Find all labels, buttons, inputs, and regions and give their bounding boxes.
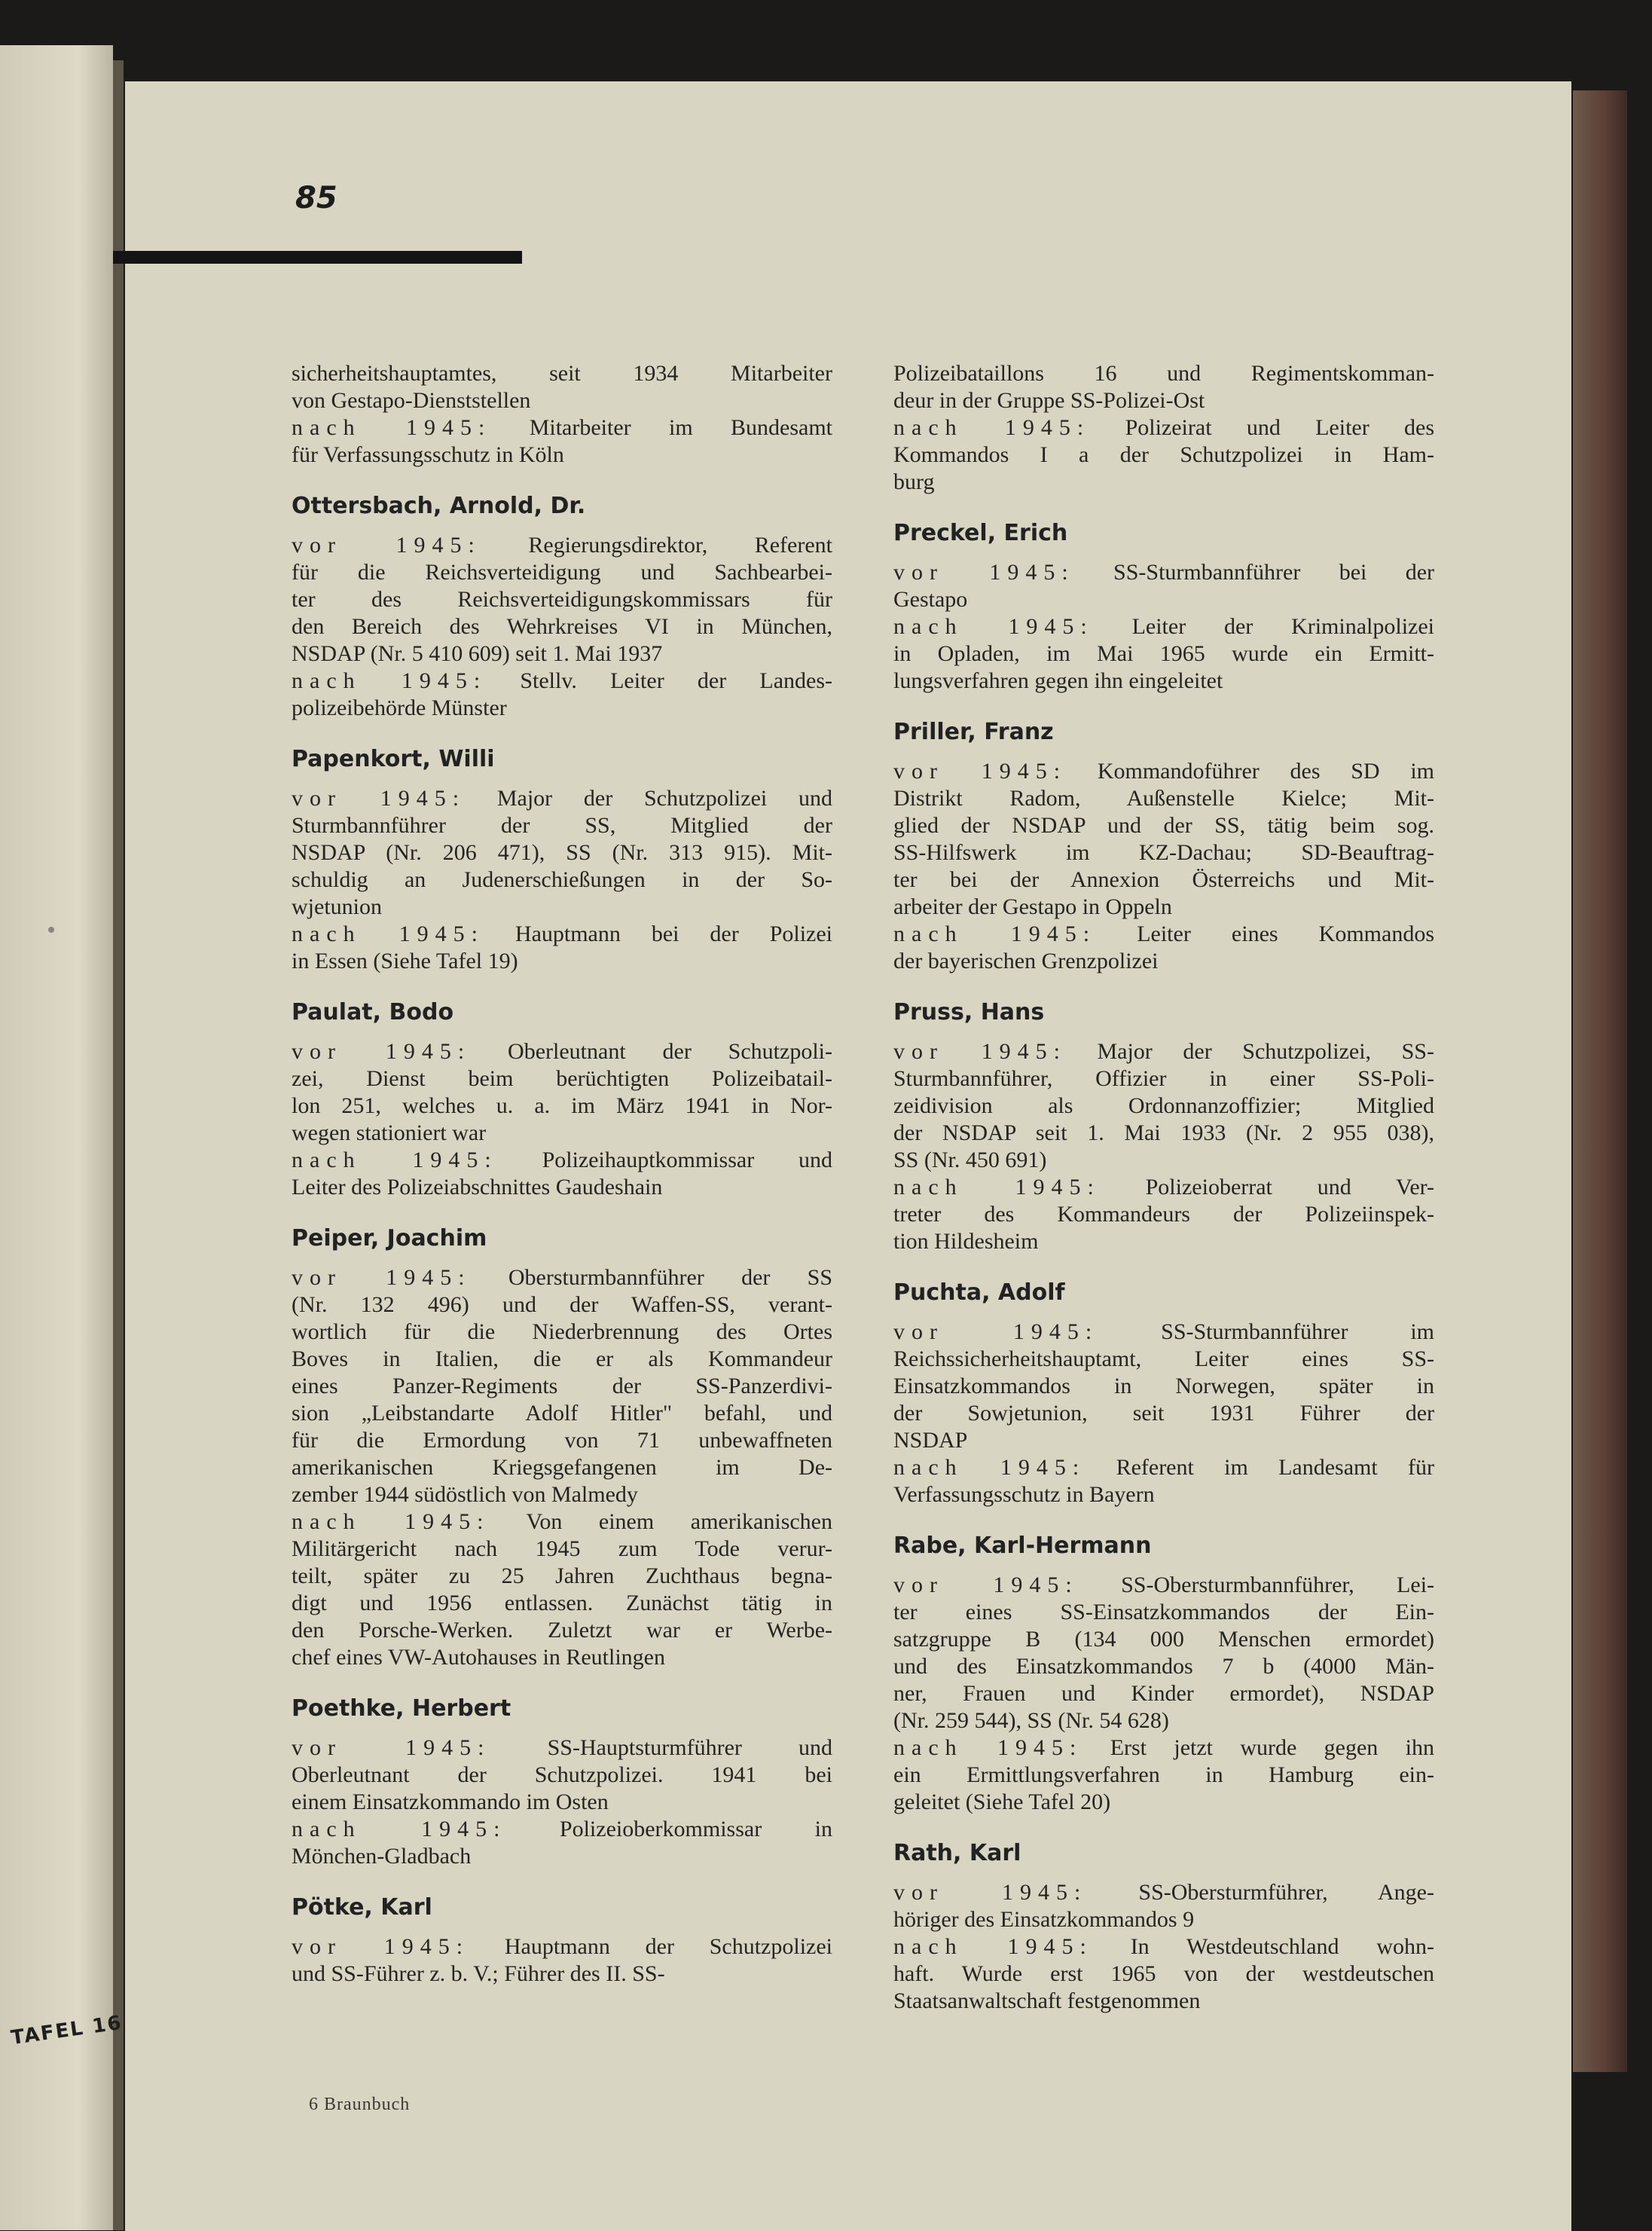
- period-label: nach 1945:: [893, 1934, 1093, 1959]
- period-label: vor 1945:: [893, 560, 1075, 585]
- text-line: sicherheitshauptamtes, seit 1934 Mitarbeiter: [292, 361, 832, 386]
- biography-entry: [893, 716, 1434, 975]
- text-line: chef eines VW-Autohauses in Reutlingen: [292, 1645, 665, 1670]
- text-line: teilt, später zu 25 Jahren Zuchthaus begna-: [292, 1563, 832, 1588]
- text-line: für Verfassungsschutz in Köln: [292, 442, 564, 467]
- right-column: [893, 360, 1434, 2015]
- text-line: Mönchen-Gladbach: [292, 1844, 472, 1869]
- text-line: [893, 1572, 1434, 1599]
- text-line: ner, Frauen und Kinder ermordet), NSDAP: [893, 1681, 1434, 1706]
- biography-entry: [893, 360, 1434, 496]
- line-text: SS-Sturmbannführer bei der: [1113, 560, 1434, 585]
- biography-entry: [893, 996, 1434, 1255]
- text-line: [292, 414, 832, 442]
- line-text: Kommandoführer des SD im: [1097, 759, 1434, 784]
- biography-entry: [292, 996, 832, 1201]
- line-text: SS-Hauptsturmführer und: [547, 1735, 832, 1760]
- margin-dot: [48, 927, 54, 933]
- text-line: Oberleutnant der Schutzpolizei. 1941 bei: [292, 1762, 832, 1787]
- line-text: Major der Schutzpolizei, SS-: [1097, 1039, 1434, 1064]
- text-line: NSDAP (Nr. 206 471), SS (Nr. 313 915). Mit-: [292, 840, 832, 865]
- text-line: der Sowjetunion, seit 1931 Führer der: [893, 1401, 1434, 1426]
- period-label: vor 1945:: [893, 1880, 1088, 1905]
- text-line: Reichssicherheitshauptamt, Leiter eines SS-: [893, 1346, 1434, 1371]
- period-label: vor 1945:: [292, 1735, 491, 1760]
- period-label: vor 1945:: [292, 1934, 470, 1959]
- text-line: Gestapo: [893, 587, 968, 612]
- entry-name: Pruss, Hans: [893, 999, 1045, 1025]
- text-line: Boves in Italien, die er als Kommandeur: [292, 1346, 832, 1371]
- text-line: arbeiter der Gestapo in Oppeln: [893, 894, 1172, 919]
- biography-entry: [292, 360, 832, 469]
- text-line: wortlich für die Niederbrennung des Ortes: [292, 1319, 832, 1344]
- text-line: (Nr. 132 496) und der Waffen-SS, verant-: [292, 1292, 832, 1317]
- period-label: vor 1945:: [292, 786, 466, 811]
- entry-name: Rabe, Karl-Hermann: [893, 1533, 1152, 1559]
- text-line: digt und 1956 entlassen. Zunächst tätig in: [292, 1591, 832, 1615]
- text-line: [893, 1319, 1434, 1346]
- period-label: vor 1945:: [893, 1039, 1067, 1064]
- line-text: SS-Obersturmführer, Ange-: [1138, 1880, 1434, 1905]
- text-line: SS (Nr. 450 691): [893, 1148, 1047, 1172]
- biography-entry: [893, 1530, 1434, 1816]
- text-line: zeidivision als Ordonnanzoffizier; Mitglied: [893, 1093, 1434, 1118]
- period-label: nach 1945:: [893, 1735, 1083, 1760]
- text-line: [893, 1038, 1434, 1065]
- entry-name: Ottersbach, Arnold, Dr.: [292, 493, 586, 519]
- text-line: [893, 414, 1434, 442]
- biography-entry: [893, 1276, 1434, 1508]
- line-text: SS-Obersturmbannführer, Lei-: [1121, 1572, 1434, 1597]
- text-line: [893, 559, 1434, 586]
- line-text: Polizeihauptkommissar und: [542, 1148, 832, 1172]
- period-label: nach 1945:: [292, 668, 487, 693]
- text-line: der bayerischen Grenzpolizei: [893, 949, 1159, 973]
- line-text: Hauptmann der Schutzpolizei: [504, 1934, 832, 1959]
- line-text: Polizeirat und Leiter des: [1125, 415, 1434, 440]
- text-line: [292, 1734, 832, 1762]
- period-label: vor 1945:: [292, 1265, 472, 1290]
- header-rule: [113, 251, 522, 264]
- line-text: Regierungsdirektor, Referent: [528, 533, 832, 558]
- text-line: [292, 1508, 832, 1536]
- entry-name: Priller, Franz: [893, 719, 1054, 745]
- text-line: den Bereich des Wehrkreises VI in München,: [292, 614, 832, 639]
- text-line: Sturmbannführer der SS, Mitglied der: [292, 813, 832, 838]
- text-line: ter des Reichsverteidigungskommissars für: [292, 587, 832, 612]
- left-column: [292, 360, 832, 1988]
- biography-entry: [292, 1692, 832, 1870]
- period-label: nach 1945:: [893, 1455, 1086, 1480]
- text-line: und SS-Führer z. b. V.; Führer des II. SS-: [292, 1961, 665, 1986]
- line-text: Mitarbeiter im Bundesamt: [529, 415, 832, 440]
- text-line: wjetunion: [292, 894, 382, 919]
- facing-page: [0, 45, 113, 2230]
- text-line: geleitet (Siehe Tafel 20): [893, 1789, 1111, 1814]
- period-label: nach 1945:: [893, 415, 1091, 440]
- biography-entry: [292, 1222, 832, 1671]
- line-text: Referent im Landesamt für: [1116, 1455, 1434, 1480]
- text-line: [292, 1816, 832, 1843]
- line-text: Stellv. Leiter der Landes-: [520, 668, 832, 693]
- line-text: Leiter eines Kommandos: [1137, 921, 1434, 946]
- line-text: Polizeioberkommissar in: [559, 1817, 832, 1841]
- text-line: [292, 1933, 832, 1961]
- text-line: Polizeibataillons 16 und Regimentskomman-: [893, 361, 1434, 386]
- text-line: höriger des Einsatzkommandos 9: [893, 1907, 1195, 1932]
- text-line: zember 1944 südöstlich von Malmedy: [292, 1482, 638, 1507]
- period-label: nach 1945:: [292, 1148, 498, 1172]
- text-line: den Porsche-Werken. Zuletzt war er Werbe-: [292, 1618, 832, 1643]
- text-line: polizeibehörde Münster: [292, 695, 507, 720]
- text-line: tion Hildesheim: [893, 1229, 1039, 1254]
- period-label: vor 1945:: [292, 533, 481, 558]
- period-label: nach 1945:: [292, 415, 492, 440]
- side-label: TAFEL 16: [9, 2011, 124, 2050]
- text-line: Distrikt Radom, Außenstelle Kielce; Mit-: [893, 786, 1434, 811]
- line-text: Hauptmann bei der Polizei: [515, 921, 832, 946]
- period-label: nach 1945:: [292, 1817, 507, 1841]
- period-label: vor 1945:: [893, 1572, 1079, 1597]
- entry-name: Papenkort, Willi: [292, 746, 495, 772]
- text-line: burg: [893, 469, 935, 494]
- text-line: amerikanischen Kriegsgefangenen im De-: [292, 1455, 832, 1480]
- text-line: ter eines SS-Einsatzkommandos der Ein-: [893, 1600, 1434, 1624]
- text-line: haft. Wurde erst 1965 von der westdeutschen: [893, 1961, 1434, 1986]
- text-line: deur in der Gruppe SS-Polizei-Ost: [893, 388, 1205, 413]
- period-label: vor 1945:: [893, 1319, 1099, 1344]
- book-gutter: [113, 60, 124, 2230]
- entry-name: Pötke, Karl: [292, 1894, 432, 1921]
- text-line: in Opladen, im Mai 1965 wurde ein Ermitt-: [893, 641, 1434, 666]
- line-text: Major der Schutzpolizei und: [496, 786, 832, 811]
- text-line: und des Einsatzkommandos 7 b (4000 Män-: [893, 1654, 1434, 1679]
- period-label: nach 1945:: [893, 1175, 1101, 1200]
- text-line: [893, 758, 1434, 785]
- text-line: satzgruppe B (134 000 Menschen ermordet): [893, 1627, 1434, 1652]
- text-line: in Essen (Siehe Tafel 19): [292, 949, 518, 973]
- text-line: glied der NSDAP und der SS, tätig beim sog.: [893, 813, 1434, 838]
- biography-entry: [292, 1891, 832, 1988]
- line-text: Obersturmbannführer der SS: [508, 1265, 832, 1290]
- biography-entry: [893, 517, 1434, 695]
- entry-name: Poethke, Herbert: [292, 1695, 511, 1722]
- page-number: 85: [295, 181, 337, 215]
- text-line: lon 251, welches u. a. im März 1941 in Nor-: [292, 1093, 832, 1118]
- text-line: wegen stationiert war: [292, 1120, 487, 1145]
- text-line: Staatsanwaltschaft festgenommen: [893, 1988, 1201, 2013]
- text-line: Militärgericht nach 1945 zum Tode verur-: [292, 1536, 832, 1561]
- period-label: vor 1945:: [292, 1039, 472, 1064]
- text-line: treter des Kommandeurs der Polizeiinspek-: [893, 1202, 1434, 1227]
- line-text: Von einem amerikanischen: [526, 1509, 832, 1534]
- text-line: zei, Dienst beim berüchtigten Polizeibatail-: [292, 1066, 832, 1091]
- text-line: [893, 1454, 1434, 1481]
- biography-entry: [292, 743, 832, 975]
- text-line: [292, 532, 832, 559]
- period-label: nach 1945:: [292, 921, 484, 946]
- text-line: eines Panzer-Regiments der SS-Panzerdivi-: [292, 1374, 832, 1398]
- text-line: [893, 921, 1434, 948]
- period-label: nach 1945:: [292, 1509, 490, 1534]
- text-line: [893, 1879, 1434, 1906]
- text-line: ein Ermittlungsverfahren in Hamburg ein-: [893, 1762, 1434, 1787]
- period-label: nach 1945:: [893, 921, 1097, 946]
- text-line: einem Einsatzkommando im Osten: [292, 1789, 609, 1814]
- text-line: [893, 1734, 1434, 1762]
- page-footer: 6 Braunbuch: [309, 2095, 411, 2114]
- text-line: SS-Hilfswerk im KZ-Dachau; SD-Beauftrag-: [893, 840, 1434, 865]
- text-line: [292, 1038, 832, 1065]
- text-line: von Gestapo-Dienststellen: [292, 388, 531, 413]
- text-line: [893, 1933, 1434, 1961]
- entry-name: Paulat, Bodo: [292, 999, 454, 1025]
- line-text: Erst jetzt wurde gegen ihn: [1110, 1735, 1434, 1760]
- text-line: Kommandos I a der Schutzpolizei in Ham-: [893, 442, 1434, 467]
- biography-entry: [292, 490, 832, 722]
- text-line: NSDAP (Nr. 5 410 609) seit 1. Mai 1937: [292, 641, 663, 666]
- period-label: vor 1945:: [893, 759, 1067, 784]
- line-text: Leiter der Kriminalpolizei: [1131, 614, 1434, 639]
- text-line: [292, 668, 832, 695]
- entry-name: Rath, Karl: [893, 1840, 1021, 1866]
- text-line: [292, 785, 832, 812]
- text-line: [893, 613, 1434, 640]
- page-edge: [1573, 90, 1627, 2072]
- text-line: [292, 1264, 832, 1291]
- text-line: ter bei der Annexion Österreichs und Mit-: [893, 867, 1434, 892]
- text-line: NSDAP: [893, 1428, 968, 1453]
- line-text: Oberleutnant der Schutzpoli-: [508, 1039, 832, 1064]
- text-line: für die Reichsverteidigung und Sachbearbei-: [292, 560, 832, 585]
- text-line: schuldig an Judenerschießungen in der So-: [292, 867, 832, 892]
- period-label: nach 1945:: [893, 614, 1094, 639]
- text-line: [292, 1147, 832, 1174]
- line-text: SS-Sturmbannführer im: [1161, 1319, 1434, 1344]
- entry-name: Preckel, Erich: [893, 520, 1068, 546]
- text-line: für die Ermordung von 71 unbewaffneten: [292, 1428, 832, 1453]
- entry-name: Puchta, Adolf: [893, 1279, 1065, 1306]
- text-line: lungsverfahren gegen ihn eingeleitet: [893, 668, 1223, 693]
- biography-entry: [893, 1837, 1434, 2015]
- entry-name: Peiper, Joachim: [292, 1225, 487, 1251]
- text-line: (Nr. 259 544), SS (Nr. 54 628): [893, 1708, 1169, 1733]
- line-text: In Westdeutschland wohn-: [1130, 1934, 1434, 1959]
- line-text: Polizeioberrat und Ver-: [1145, 1175, 1434, 1200]
- text-line: Einsatzkommandos in Norwegen, später in: [893, 1374, 1434, 1398]
- text-line: Verfassungsschutz in Bayern: [893, 1482, 1155, 1507]
- text-line: der NSDAP seit 1. Mai 1933 (Nr. 2 955 038),: [893, 1120, 1434, 1145]
- text-line: [893, 1174, 1434, 1201]
- text-line: [292, 921, 832, 948]
- text-line: sion „Leibstandarte Adolf Hitler" befahl, und: [292, 1401, 832, 1426]
- text-line: Leiter des Polizeiabschnittes Gaudeshain: [292, 1175, 663, 1200]
- text-line: Sturmbannführer, Offizier in einer SS-Poli-: [893, 1066, 1434, 1091]
